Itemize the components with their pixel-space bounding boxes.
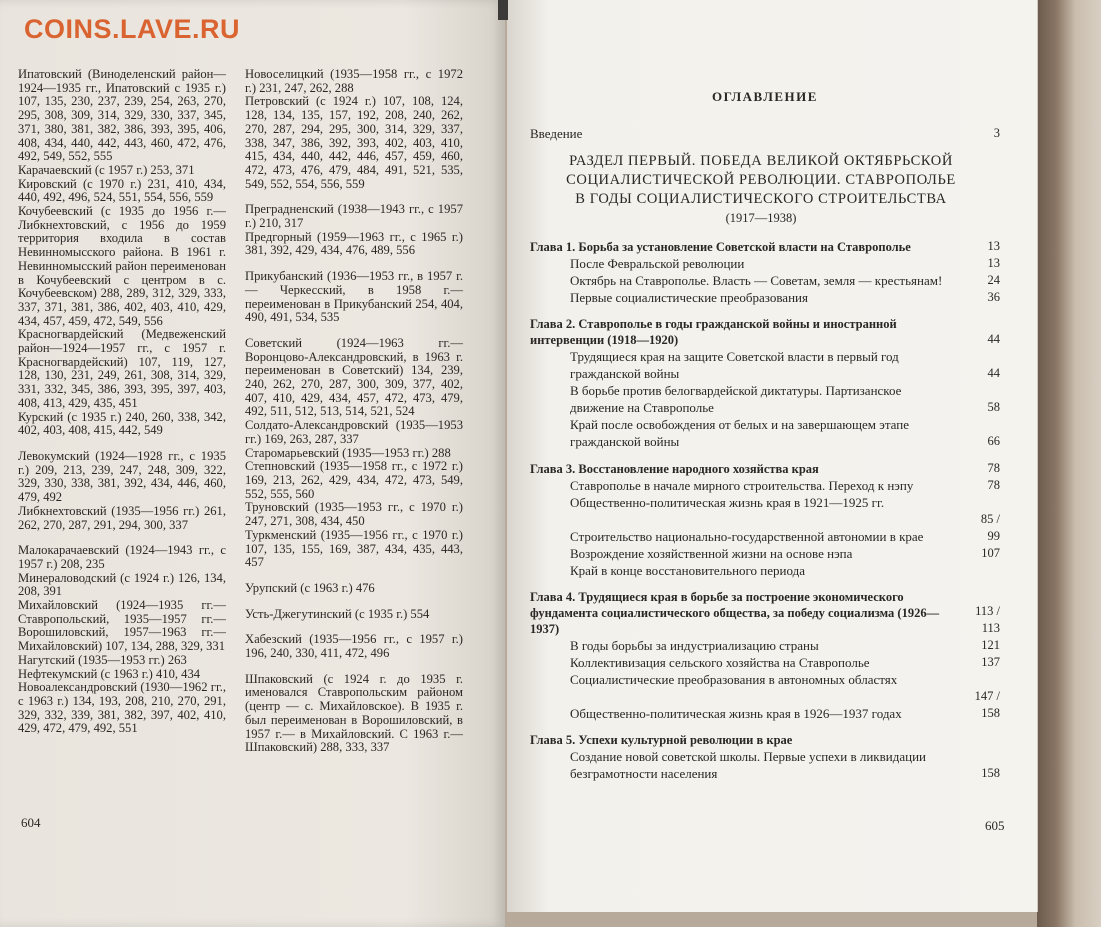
toc-page-number: 44 (987, 332, 1000, 346)
toc-item (530, 511, 1000, 545)
toc-item (530, 671, 1000, 688)
index-entry: Усть-Джегутинский (с 1935 г.) 554 (245, 606, 430, 621)
toc-item-title: Строительство национально-государственной автономии в крае (570, 529, 924, 544)
page-number-left: 604 (21, 815, 41, 830)
toc-item-title: Край после освобождения от белых и на завершающем этапе гражданской войны (570, 417, 910, 449)
toc-item-title: Возрождение хозяйственной жизни на основе нэпа (570, 546, 853, 561)
toc-item (530, 654, 1000, 671)
bookmark-ribbon (498, 0, 508, 20)
index-entry: Курский (с 1935 г.) 240, 260, 338, 342, 402, 403, 408, 415, 442, 549 (18, 409, 226, 438)
index-entry: Ипатовский (Виноделенский район—1924—1935 гг., Ипатовский с 1935 г.) 107, 135, 230, 237, 239, 254, 263, 270, 295, 308, 309, 314, 329, 330, 337, 345, 371, 380, 381, 382, 386, 393, 395, 406, 408, 434, 440, 442, 443, 460, 472, 476, 492, 549, 552, 555 (18, 67, 226, 164)
chapter-title: Глава 3. Восстановление народного хозяйства края (530, 462, 819, 476)
table-of-contents (530, 88, 1000, 782)
toc-item-title: После Февральской революции (570, 256, 745, 271)
toc-chapter (530, 316, 1000, 348)
index-entry: Степновский (1935—1958 гг., с 1972 г.) 169, 213, 262, 429, 434, 472, 473, 549, 552, 555, 560 (245, 459, 463, 501)
index-entry: Хабезский (1935—1956 гг., с 1957 г.) 196, 240, 330, 411, 472, 496 (245, 632, 463, 661)
index-entry: Левокумский (1924—1928 гг., с 1935 г.) 209, 213, 239, 247, 248, 309, 322, 329, 330, 338, 381, 392, 434, 446, 460, 479, 492 (18, 448, 226, 505)
toc-title: ОГЛАВЛЕНИЕ (712, 89, 818, 104)
index-entry: Кировский (с 1970 г.) 231, 410, 434, 440, 492, 496, 524, 551, 554, 556, 559 (18, 176, 226, 205)
toc-item-title: Коллективизация сельского хозяйства на Ставрополье (570, 655, 870, 670)
chapter-title: Глава 5. Успехи культурной революции в крае (530, 733, 793, 747)
toc-item (530, 348, 1000, 382)
toc-page-number: 107 (981, 546, 1000, 560)
page-number-right: 605 (985, 818, 1005, 833)
toc-intro-row (530, 125, 1000, 142)
index-entry: Карачаевский (с 1957 г.) 253, 371 (18, 162, 195, 177)
index-entry: Михайловский (1924—1935 гг.— Ставропольский, 1935—1957 гг.— Ворошиловский, 1957—1963 гг.— Михайловский) 107, 134, 288, 329, 331 (18, 598, 226, 654)
toc-page-number: 78 (987, 461, 1000, 475)
toc-item-title: Край в конце восстановительного периода (570, 563, 805, 578)
index-entry: Минераловодский (с 1924 г.) 126, 134, 208, 391 (18, 570, 226, 599)
toc-item-title: В борьбе против белогвардейской диктатуры. Партизанское движение на Ставрополье (570, 383, 902, 415)
index-entry: Нагутский (1935—1953 гг.) 263 (18, 652, 187, 667)
toc-page-number: 137 (981, 655, 1000, 669)
index-entry: Туркменский (1935—1956 гг., с 1970 г.) 107, 135, 155, 169, 387, 434, 435, 443, 457 (245, 527, 463, 570)
watermark: COINS.LAVE.RU (24, 14, 241, 44)
index-entry: Предгорный (1959—1963 гг., с 1965 г.) 381, 392, 429, 434, 476, 489, 556 (245, 229, 463, 258)
toc-chapter (530, 238, 1000, 255)
toc-page-number: 13 (987, 239, 1000, 253)
toc-page-number: 158 (981, 766, 1000, 780)
toc-chapter (530, 589, 1000, 637)
toc-intro-label: Введение (530, 126, 583, 141)
toc-page-number: 58 (987, 400, 1000, 414)
toc-page-number: 78 (987, 478, 1000, 492)
index-entry: Прикубанский (1936—1953 гг., в 1957 г.— Черкесский, в 1958 г.— переименован в Прикубанский 254, 404, 490, 491, 534, 535 (245, 269, 463, 325)
toc-page-number: 121 (981, 638, 1000, 652)
index-entry: Солдато-Александровский (1935—1953 гг.) 169, 263, 287, 337 (245, 418, 463, 446)
toc-item (530, 416, 1000, 450)
toc-item (530, 255, 1000, 272)
toc-item (530, 289, 1000, 306)
toc-page-number: 147 / 158 (974, 689, 1000, 720)
toc-item-title: Первые социалистические преобразования (570, 290, 808, 305)
toc-page-number: 36 (987, 290, 1000, 304)
toc-item (530, 382, 1000, 416)
toc-item (530, 637, 1000, 654)
toc-page-number: 44 (987, 366, 1000, 380)
index-entry: Новоселицкий (1935—1958 гг., с 1972 г.) 231, 247, 262, 288 (245, 67, 463, 95)
section-heading-text: РАЗДЕЛ ПЕРВЫЙ. ПОБЕДА ВЕЛИКОЙ ОКТЯБРЬСКОЙ СОЦИАЛИСТИЧЕСКОЙ РЕВОЛЮЦИИ. СТАВРОПОЛЬЕ В ГОДЫ СОЦИАЛИСТИЧЕСКОГО СТРОИТЕЛЬСТВА (566, 153, 956, 207)
chapter-title: Глава 2. Ставрополье в годы гражданской войны и иностранной интервенции (1918—1920) (530, 317, 897, 347)
section-years: (1917—1938) (725, 211, 797, 225)
index-column-left (18, 68, 226, 736)
toc-page-number: 24 (987, 273, 1000, 287)
toc-item (530, 272, 1000, 289)
toc-page-number: 85 / 99 (980, 512, 1000, 543)
toc-item-title: Создание новой советской школы. Первые успехи в ликвидации безграмотности населения (570, 749, 926, 781)
toc-item (530, 545, 1000, 562)
toc-item-title: Октябрь на Ставрополье. Власть — Советам, земля — крестьянам! (570, 273, 943, 288)
index-entry: Кочубеевский (с 1935 до 1956 г.— Либкнехтовский, с 1956 до 1959 территория входила в состав Невинномысского района. В 1961 г. Невинномысский район переименован в Кочубеевский с центром в с. Кочубеевском) 288, 289, 312, 329, 333, 337, 371, 381, 386, 402, 403, 410, 429, 434, 457, 459, 472, 549, 556 (18, 204, 226, 328)
chapter-title: Глава 4. Трудящиеся края в борьбе за построение экономического фундамента социалистического общества, за победу социализма (1926—1937) (530, 590, 940, 636)
toc-item-title: Трудящиеся края на защите Советской власти в первый год гражданской войны (570, 349, 899, 381)
index-entry: Красногвардейский (Медвеженский район—1924—1957 гг., с 1957 г. Красногвардейский) 107, 119, 127, 128, 130, 231, 249, 261, 308, 314, 329, 331, 332, 345, 386, 393, 395, 397, 403, 408, 413, 429, 435, 451 (18, 327, 226, 410)
index-entry: Малокарачаевский (1924—1943 гг., с 1957 г.) 208, 235 (18, 543, 226, 571)
index-entry: Преградненский (1938—1943 гг., с 1957 г.) 210, 317 (245, 202, 463, 231)
index-column-right (245, 68, 463, 755)
toc-chapter (530, 460, 1000, 477)
toc-item (530, 562, 1000, 579)
toc-item (530, 494, 1000, 511)
toc-item-title: Ставрополье в начале мирного строительства. Переход к нэпу (570, 478, 914, 493)
toc-item-title: Общественно-политическая жизнь края в 1921—1925 гг. (570, 495, 885, 510)
index-entry: Шпаковский (с 1924 г. до 1935 г. именовался Ставропольским районом (центр — с. Михайловское). В 1935 г. был переименован в Ворошиловский, в 1957 г.— в Михайловский. С 1963 г.— Шпаковский) 288, 333, 337 (245, 671, 463, 755)
index-entry: Либкнехтовский (1935—1956 гг.) 261, 262, 270, 287, 291, 294, 300, 337 (18, 503, 226, 532)
index-entry: Нефтекумский (с 1963 г.) 410, 434 (18, 666, 201, 681)
chapter-title: Глава 1. Борьба за установление Советской власти на Ставрополье (530, 240, 911, 254)
toc-item-title: Общественно-политическая жизнь края в 1926—1937 годах (570, 706, 902, 721)
toc-item-title: В годы борьбы за индустриализацию страны (570, 638, 819, 653)
index-entry: Старомарьевский (1935—1953 гг.) 288 (245, 445, 451, 460)
toc-page-number: 66 (987, 434, 1000, 448)
toc-item (530, 477, 1000, 494)
toc-page-number: 13 (987, 256, 1000, 270)
index-entry: Урупский (с 1963 г.) 476 (245, 580, 375, 595)
index-entry: Труновский (1935—1953 гг., с 1970 г.) 247, 271, 308, 434, 450 (245, 500, 463, 529)
index-entry: Новоалександровский (1930—1962 гг., с 1963 г.) 134, 193, 208, 210, 270, 291, 329, 332, 339, 381, 382, 397, 402, 410, 429, 472, 479, 492, 551 (18, 680, 226, 736)
book-cover-edge (1037, 0, 1101, 927)
toc-page-number: 3 (993, 126, 1000, 140)
toc-page-number: 113 / 113 (975, 604, 1000, 635)
section-heading (562, 152, 960, 228)
toc-item (530, 748, 1000, 782)
index-entry: Советский (1924—1963 гг.— Воронцово-Александровский, в 1963 г. переименован в Советский) 134, 239, 240, 262, 270, 287, 300, 309, 377, 402, 407, 410, 429, 434, 457, 472, 473, 479, 492, 511, 512, 513, 514, 521, 524 (245, 335, 463, 419)
toc-chapter (530, 732, 1000, 748)
index-entry: Петровский (с 1924 г.) 107, 108, 124, 128, 134, 135, 157, 192, 208, 240, 262, 270, 287, 294, 295, 300, 314, 329, 337, 338, 347, 386, 392, 393, 402, 403, 410, 415, 434, 440, 442, 446, 457, 459, 460, 472, 473, 476, 479, 484, 491, 521, 535, 549, 552, 554, 556, 559 (245, 94, 463, 191)
toc-item (530, 688, 1000, 722)
toc-item-title: Социалистические преобразования в автономных областях (570, 672, 898, 687)
